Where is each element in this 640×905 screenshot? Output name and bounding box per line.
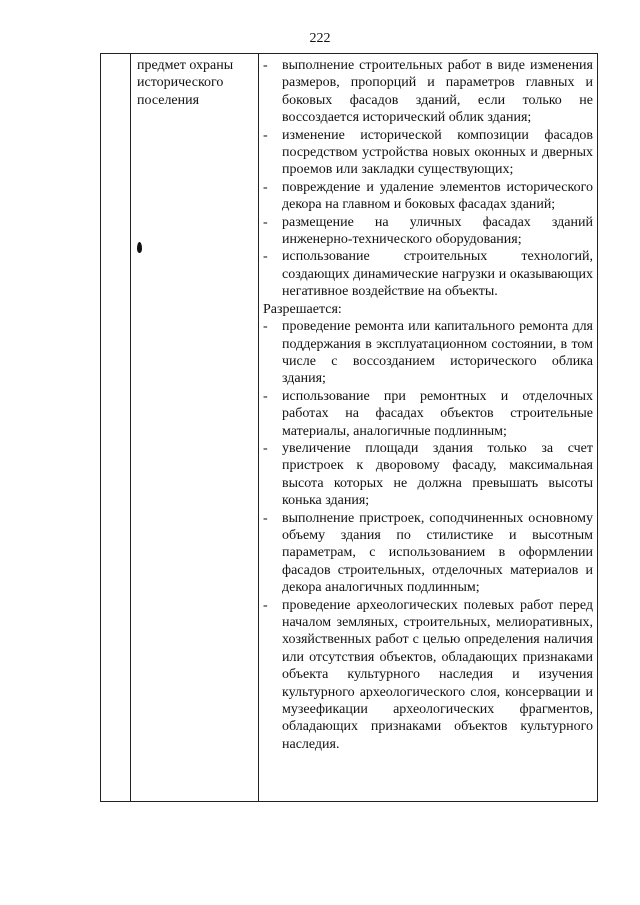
permitted-heading: Разрешается: xyxy=(263,301,342,317)
list-item-text: выполнение строительных работ в виде изменения размеров, пропорций и параметров главных и боковых фасадов зданий, если только не воссоздается исторический облик здания; xyxy=(282,58,593,126)
list-item-text: увеличение площади здания только за счет пристроек к дворовому фасаду, максимальная высота которых не должна превышать высоты конька здания; xyxy=(282,440,593,509)
permitted-list xyxy=(263,318,593,753)
bullet-dash: - xyxy=(263,179,268,195)
list-item xyxy=(263,179,593,214)
table-border-col1 xyxy=(130,53,131,802)
list-item-text: проведение ремонта или капитального ремонта для поддержания в эксплуатационном состоянии, в том числе с воссозданием исторического облика здания; xyxy=(282,319,593,387)
bullet-dash: - xyxy=(263,510,268,526)
table-border-left xyxy=(100,53,101,802)
list-item-text: выполнение пристроек, соподчиненных основному объему здания по стилистике и высотным параметрам, с использованием в оформлении фасадов строительных, отделочных материалов и декора аналогичных подлинным; xyxy=(282,510,593,596)
list-item xyxy=(263,388,593,440)
list-item xyxy=(263,57,593,127)
list-item xyxy=(263,248,593,300)
bullet-dash: - xyxy=(263,388,268,404)
bullet-dash: - xyxy=(263,597,268,613)
list-item-text: использование строительных технологий, создающих динамические нагрузки и оказывающих негативное воздействие на объекты. xyxy=(282,249,593,300)
list-item xyxy=(263,510,593,597)
list-item-text: использование при ремонтных и отделочных работах на фасадах объектов строительные материалы, аналогичные подлинным; xyxy=(282,388,593,439)
bullet-dash: - xyxy=(263,58,268,73)
prohibited-list xyxy=(263,57,593,301)
list-item-text: проведение археологических полевых работ перед началом земляных, строительных, мелиоративных, хозяйственных работ с целью определения наличия или отсутствия объектов, обладающих признаками объекта культурного наследия и изучения культурного археологического слоя, консервации и музеефикации археологических фрагментов, обладающих признаками объектов культурного наследия. xyxy=(282,597,593,752)
table-border-top xyxy=(100,53,598,54)
bullet-dash: - xyxy=(263,440,268,456)
bullet-dash: - xyxy=(263,249,268,265)
page-number: 222 xyxy=(309,31,331,46)
table-border-bottom xyxy=(100,801,598,802)
list-item-text: повреждение и удаление элементов исторического декора на главном и боковых фасадах зданий; xyxy=(282,179,593,213)
list-item xyxy=(263,214,593,249)
list-item xyxy=(263,127,593,179)
list-item xyxy=(263,318,593,388)
requirements-cell xyxy=(263,57,593,753)
bullet-dash: - xyxy=(263,127,268,143)
list-item xyxy=(263,597,593,754)
table-border-col2 xyxy=(258,53,259,802)
bullet-dash: - xyxy=(263,319,268,335)
ink-mark xyxy=(137,242,142,253)
list-item-text: изменение исторической композиции фасадов посредством устройства новых оконных и дверных проемов или закладки существующих; xyxy=(282,127,593,178)
list-item-text: размещение на уличных фасадах зданий инженерно-технического оборудования; xyxy=(282,214,593,248)
list-item xyxy=(263,440,593,510)
bullet-dash: - xyxy=(263,214,268,230)
protected-subject-cell: предмет охраны исторического поселения xyxy=(137,58,234,108)
table-border-right xyxy=(597,53,598,802)
